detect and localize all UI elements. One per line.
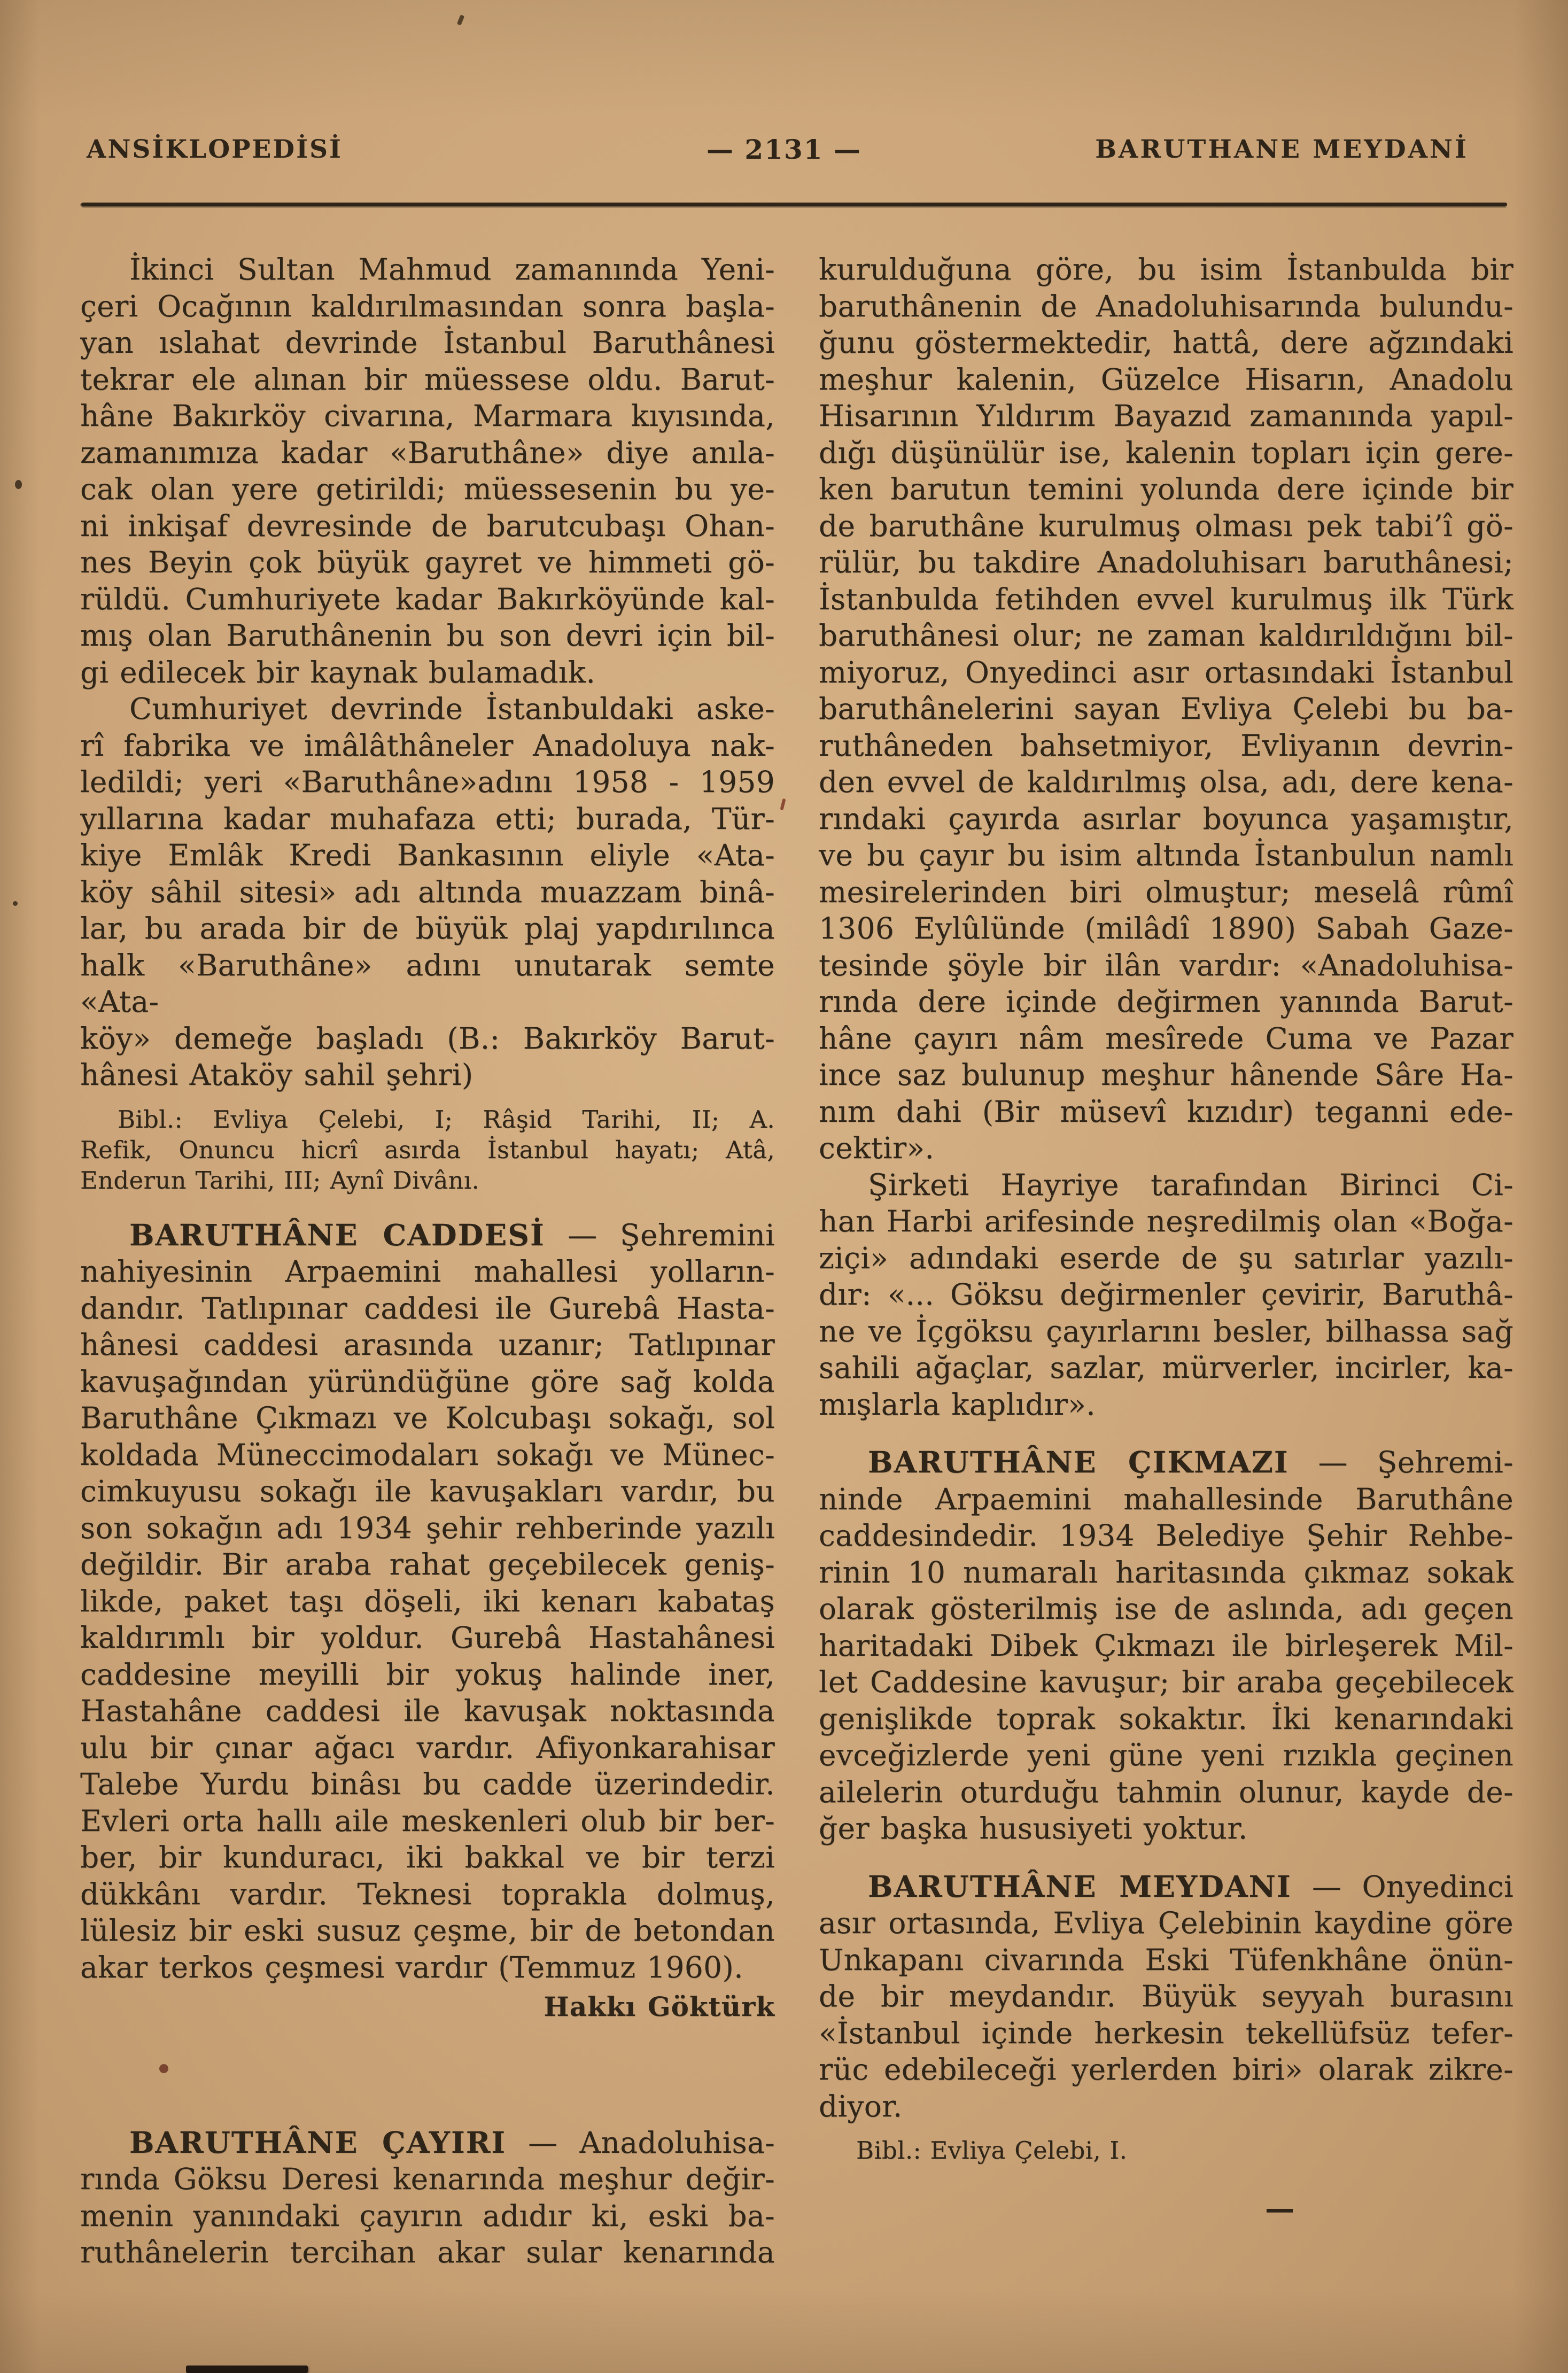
paragraph (80, 691, 775, 1094)
text-line: ledildi; yeri «Baruthâne»adını 1958 - 1959 (80, 765, 775, 799)
text-line: Evleri orta hallı aile meskenleri olub bir ber- (80, 1803, 775, 1838)
text-line: köy sâhil sitesi» adı altında muazzam binâ- (80, 874, 775, 909)
encyclopedia-entry (819, 1868, 1513, 2125)
text-line: rında dere içinde değirmen yanında Barut- (819, 984, 1513, 1019)
entry-title: BARUTHÂNE ÇIKMAZI (868, 1445, 1289, 1479)
text-line: Enderun Tarihi, III; Aynî Divânı. (80, 1166, 480, 1195)
text-line: yan ıslahat devrinde İstanbul Baruthânesi (80, 325, 775, 360)
text-line: cimkuyusu sokağı ile kavuşakları vardır, bu (80, 1474, 775, 1508)
text-line: «İstanbul içinde herkesin tekellüfsüz tefer- (819, 2015, 1513, 2050)
paragraph (819, 1167, 1513, 1423)
text-line: rüldü. Cumhuriyete kadar Bakırköyünde kal- (80, 581, 775, 616)
text-line: de baruthâne kurulmuş olması pek tabi’î gö- (819, 508, 1513, 543)
text-line: ulu bir çınar ağacı vardır. Afiyonkarahisar (80, 1730, 775, 1765)
text-line: sahili ağaçlar, sazlar, mürverler, incirler, ka- (819, 1351, 1513, 1385)
text-line: değildir. Bir araba rahat geçebilecek geniş- (80, 1547, 775, 1581)
text-line: asır ortasında, Evliya Çelebinin kaydine göre (819, 1906, 1513, 1940)
text-line: olarak gösterilmiş ise de aslında, adı geçen (819, 1592, 1513, 1626)
entry-text: — Şehremi- (1288, 1445, 1513, 1479)
text-line: dır: «... Göksu değirmenler çevirir, Baruthâ- (819, 1277, 1513, 1312)
text-line: evceğizlerde yeni güne yeni rızıkla geçinen (819, 1738, 1513, 1772)
text-line: Bibl.: Evliya Çelebi, I; Râşid Tarihi, II; A. (118, 1105, 775, 1134)
text-line: ziçi» adındaki eserde de şu satırlar yazılı- (819, 1240, 1513, 1275)
text-line: kavuşağından yüründüğüne göre sağ kolda (80, 1364, 775, 1399)
text-line (819, 1868, 1513, 1905)
text-line: ni inkişaf devresinde de barutcubaşı Ohan- (80, 508, 775, 543)
running-title-right: BARUTHANE MEYDANİ (1095, 135, 1469, 164)
text-line: baruthânesi olur; ne zaman kaldırıldığını bil- (819, 618, 1513, 653)
text-line: zamanımıza kadar «Baruthâne» diye anıla- (80, 435, 775, 470)
paragraph (819, 251, 1513, 1167)
text-line: mesirelerinden biri olmuştur; meselâ rûmî (819, 874, 1513, 909)
text-line: Baruthâne Çıkmazı ve Kolcubaşı sokağı, sol (80, 1401, 775, 1435)
text-line: Bibl.: Evliya Çelebi, I. (856, 2136, 1128, 2165)
text-line: rülür, bu takdire Anadoluhisarı baruthânesi; (819, 545, 1513, 579)
entry-title: BARUTHÂNE CADDESİ (129, 1217, 545, 1252)
text-line: Hastahâne caddesi ile kavuşak noktasında (80, 1694, 775, 1728)
text-line: çeri Ocağının kaldırılmasından sonra başla- (80, 289, 775, 323)
text-line: İkinci Sultan Mahmud zamanında Yeni- (129, 252, 775, 286)
text-line: rî fabrika ve imâlâthâneler Anadoluya nak- (80, 728, 775, 763)
continuation-dash (819, 2190, 1513, 2227)
author-signature (80, 1989, 775, 2026)
text-line: rında Göksu Deresi kenarında meşhur değir- (80, 2162, 775, 2196)
text-line: rüc edebileceği yerlerden biri» olarak zikre- (819, 2052, 1513, 2087)
text-line: ailelerin oturduğu tahmin olunur, kayde de- (819, 1774, 1513, 1809)
text-line: ruthâneden bahsetmiyor, Evliyanın devrin- (819, 728, 1513, 763)
text-line: Cumhuriyet devrinde İstanbuldaki aske- (129, 692, 775, 726)
text-line: lülesiz bir eski susuz çeşme, bir de betondan (80, 1913, 775, 1948)
entry-text: — Onyedinci (1291, 1869, 1513, 1904)
signature-line: Hakkı Göktürk (544, 1991, 775, 2022)
text-line: lar, bu arada bir de büyük plaj yapdırılınca (80, 911, 775, 945)
text-line: ne ve İçgöksu çayırlarını besler, bilhassa sağ (819, 1314, 1513, 1348)
running-title-left: ANSİKLOPEDİSİ (87, 135, 343, 164)
text-line: genişlikde toprak sokaktır. İki kenarındaki (819, 1701, 1513, 1736)
text-line: 1306 Eylûlünde (milâdî 1890) Sabah Gaze- (819, 911, 1513, 945)
text-line: meşhur kalenin, Güzelce Hisarın, Anadolu (819, 362, 1513, 397)
text-line: baruthânelerini sayan Evliya Çelebi bu ba- (819, 692, 1513, 726)
encyclopedia-entry (819, 1444, 1513, 1847)
text-line: halk «Baruthâne» adını unutarak semte «Ata- (80, 948, 775, 1019)
text-line: rinin 10 numaralı haritasında çıkmaz sokak (819, 1555, 1513, 1589)
text-line: İstanbulda fetihden evvel kurulmuş ilk Türk (819, 581, 1513, 616)
text-line (80, 1217, 775, 1254)
text-line: ve bu çayır bu isim altında İstanbulun namlı (819, 838, 1513, 872)
text-line: menin yanındaki çayırın adıdır ki, eski ba- (80, 2198, 775, 2233)
text-line: akar terkos çeşmesi vardır (Temmuz 1960). (80, 1950, 743, 1984)
ink-smudge (186, 2366, 308, 2373)
text-line: haritadaki Dibek Çıkmazı ile birleşerek Mil- (819, 1628, 1513, 1663)
text-line: gi edilecek bir kaynak bulamadık. (80, 655, 596, 689)
text-line: yıllarına kadar muhafaza etti; burada, Tür- (80, 801, 775, 836)
encyclopedia-entry (80, 1217, 775, 1986)
paper-speck (780, 798, 786, 811)
left-column (80, 251, 775, 2271)
paper-speck (13, 901, 18, 906)
text-line: — (1265, 2191, 1295, 2225)
text-line: likde, paket taşı döşeli, iki kenarı kabataş (80, 1584, 775, 1618)
text-line: Talebe Yurdu binâsı bu cadde üzerindedir. (80, 1767, 775, 1801)
bibliography (80, 1104, 775, 1196)
text-line (80, 2124, 775, 2161)
text-line: hâne çayırı nâm mesîrede Cuma ve Pazar (819, 1021, 1513, 1056)
text-line: tekrar ele alınan bir müessese oldu. Barut- (80, 362, 775, 397)
text-line: han Harbi arifesinde neşredilmiş olan «Boğa- (819, 1204, 1513, 1238)
text-line (819, 1444, 1513, 1481)
text-line: dığı düşünülür ise, kalenin topları için gere- (819, 435, 1513, 470)
entry-title: BARUTHÂNE ÇAYIRI (129, 2124, 507, 2160)
text-line: koldada Müneccimodaları sokağı ve Münec- (80, 1437, 775, 1472)
text-line: nes Beyin çok büyük gayret ve himmeti gö- (80, 545, 775, 579)
text-line: nahiyesinin Arpaemini mahallesi yolların- (80, 1254, 775, 1289)
header-rule (81, 203, 1507, 206)
text-line: cak olan yere getirildi; müessesenin bu ye- (80, 472, 775, 506)
bibliography (819, 2135, 1513, 2166)
text-line: Unkapanı civarında Eski Tüfenkhâne önün- (819, 1942, 1513, 1977)
text-line: nım dahi (Bir müsevî kızıdır) teganni ede- (819, 1094, 1513, 1129)
text-line: kiye Emlâk Kredi Bankasının eliyle «Ata- (80, 838, 775, 872)
text-line: diyor. (819, 2089, 903, 2123)
right-column (819, 251, 1513, 2227)
paper-speck (457, 14, 465, 26)
text-line: Refik, Onuncu hicrî asırda İstanbul hayatı; Atâ, (80, 1135, 775, 1164)
entry-text: — Anadoluhisa- (506, 2125, 775, 2160)
text-line: de bir meydandır. Büyük seyyah burasını (819, 1979, 1513, 2013)
paragraph (80, 251, 775, 691)
entry-text: — Şehremini (545, 1217, 775, 1252)
text-line: ber, bir kunduracı, iki bakkal ve bir terzi (80, 1840, 775, 1874)
text-line: tesinde şöyle bir ilân vardır: «Anadoluhisa- (819, 948, 1513, 982)
entry-title: BARUTHÂNE MEYDANI (868, 1868, 1292, 1904)
text-line: hâne Bakırköy civarına, Marmara kıyısında, (80, 399, 775, 433)
text-line: hânesi caddesi arasında uzanır; Tatlıpınar (80, 1328, 775, 1362)
text-line: Şirketi Hayriye tarafından Birinci Ci- (868, 1167, 1513, 1202)
text-line: ğer başka hususiyeti yoktur. (819, 1811, 1248, 1845)
text-line: ninde Arpaemini mahallesinde Baruthâne (819, 1482, 1513, 1516)
encyclopedia-entry (80, 2124, 775, 2271)
text-line: hânesi Ataköy sahil şehri) (80, 1058, 473, 1092)
text-line: ruthânelerin tercihan akar sular kenarında (80, 2235, 775, 2269)
text-line: rındaki çayırda asırlar boyunca yaşamıştır, (819, 801, 1513, 836)
text-line: baruthânenin de Anadoluhisarında bulundu- (819, 289, 1513, 323)
text-line: ince saz bulunup meşhur hânende Sâre Ha- (819, 1058, 1513, 1092)
text-line: Hisarının Yıldırım Bayazıd zamanında yapıl- (819, 399, 1513, 433)
text-line: ğunu göstermektedir, hattâ, dere ağzındaki (819, 325, 1513, 360)
text-line: kaldırımlı bir yoldur. Gurebâ Hastahânesi (80, 1620, 775, 1655)
text-line: ken barutun temini yolunda dere içinde bir (819, 472, 1513, 506)
text-line: mışlarla kaplıdır». (819, 1387, 1096, 1422)
paper-speck (15, 480, 22, 489)
text-line: köy» demeğe başladı (B.: Bakırköy Barut- (80, 1021, 775, 1056)
text-line: den evvel de kaldırılmış olsa, adı, dere kena- (819, 765, 1513, 799)
text-line: cektir». (819, 1131, 935, 1165)
text-line: miyoruz, Onyedinci asır ortasındaki İstanbul (819, 655, 1513, 689)
text-line: dükkânı vardır. Teknesi toprakla dolmuş, (80, 1876, 775, 1911)
text-line: kurulduğuna göre, bu isim İstanbulda bir (819, 252, 1513, 286)
text-line: son sokağın adı 1934 şehir rehberinde yazılı (80, 1510, 775, 1545)
text-line: dandır. Tatlıpınar caddesi ile Gurebâ Hasta- (80, 1291, 775, 1325)
paper-speck (159, 2064, 168, 2073)
text-line: caddesindedir. 1934 Belediye Şehir Rehbe- (819, 1518, 1513, 1553)
text-line: mış olan Baruthânenin bu son devri için bil- (80, 618, 775, 653)
text-line: let Caddesine kavuşur; bir araba geçebilecek (819, 1665, 1513, 1699)
text-line: caddesine meyilli bir yokuş halinde iner, (80, 1657, 775, 1692)
page-number: — 2131 — (707, 134, 861, 165)
